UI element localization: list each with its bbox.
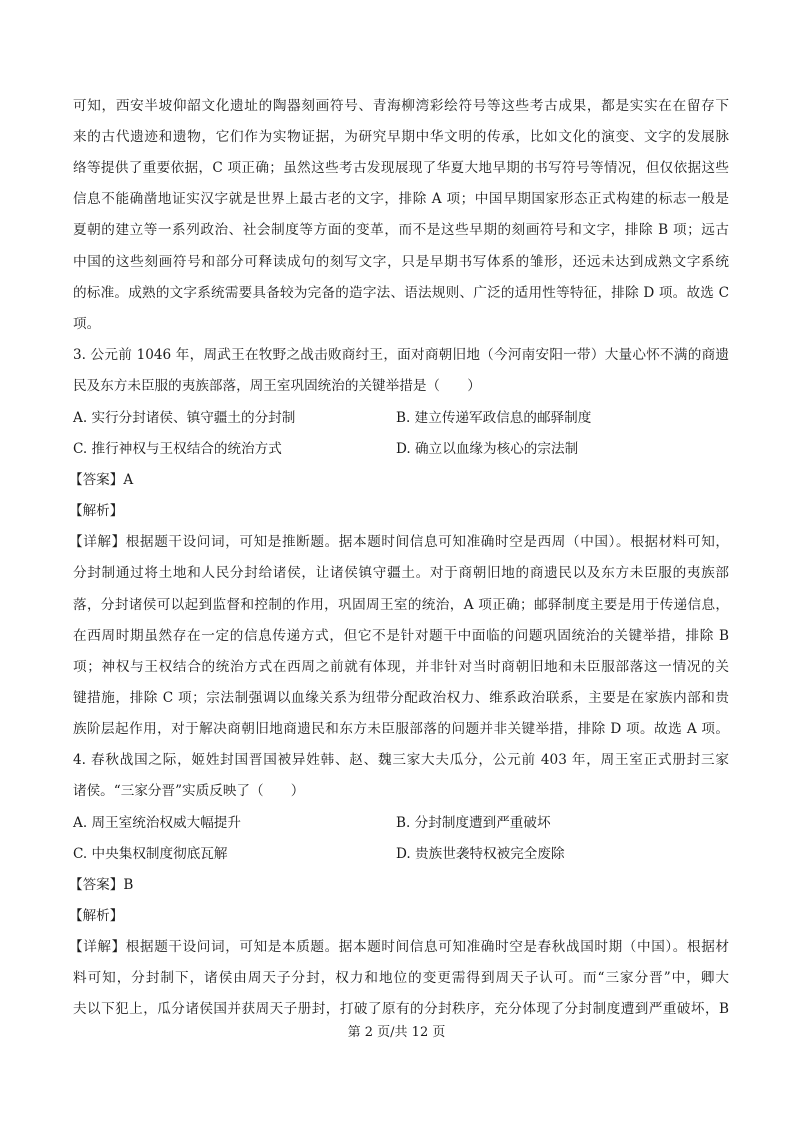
q4-option-b: B. 分封制度遭到严重破坏 — [396, 815, 551, 831]
question-4-stem: 4. 春秋战国之际，姬姓封国晋国被异姓韩、赵、魏三家大夫瓜分，公元前 403 年，周王室正式册封三家 — [73, 752, 729, 768]
passage-line: 可知，西安半坡仰韶文化遗址的陶器刻画符号、青海柳湾彩绘符号等这些考古成果，都是实实在在留存下 — [73, 98, 729, 114]
q3-detail-line: 键措施，排除 C 项；宗法制强调以血缘关系为纽带分配政治权力、维系政治联系，主要是在家族内部和贵 — [73, 690, 729, 706]
passage-line: 来的古代遗迹和遗物，它们作为实物证据，为研究早期中华文明的传承，比如文化的演变、文字的发展脉 — [73, 129, 729, 145]
q4-analysis-label: 【解析】 — [69, 908, 124, 924]
q3-detail-line: 【详解】根据题干设问词，可知是推断题。据本题时间信息可知准确时空是西周（中国）。根据材料可知， — [69, 534, 729, 550]
q3-detail-line: 分封制通过将土地和人民分封给诸侯，让诸侯镇守疆土。对于商朝旧地的商遗民以及东方未臣服的夷族部 — [73, 565, 729, 581]
q4-detail-line: 夫以下犯上，瓜分诸侯国并获周天子册封，打破了原有的分封秩序，充分体现了分封制度遭到严重破坏，B — [73, 1001, 729, 1017]
passage-line: 的标准。成熟的文字系统需要具备较为完备的造字法、语法规则、广泛的适用性等特征，排除 D 项。故选 C — [73, 285, 729, 301]
q4-detail-line: 料可知，分封制下，诸侯由周天子分封，权力和地位的变更需得到周天子认可。而“三家分晋”中，卿大 — [73, 970, 729, 986]
q4-option-a: A. 周王室统治权威大幅提升 — [73, 815, 241, 831]
q4-detail-line: 【详解】根据题干设问词，可知是本质题。据本题时间信息可知准确时空是春秋战国时期（中国）。根据材 — [69, 939, 729, 955]
q3-option-a: A. 实行分封诸侯、镇守疆土的分封制 — [73, 410, 296, 426]
passage-line: 中国的这些刻画符号和部分可释读成句的刻写文字，只是早期书写体系的雏形，还远未达到成熟文字系统 — [73, 254, 729, 270]
q4-option-d: D. 贵族世袭特权被完全废除 — [396, 846, 565, 862]
q3-answer: 【答案】A — [69, 472, 134, 488]
q3-detail-line: 项；神权与王权结合的统治方式在西周之前就有体现，并非针对当时商朝旧地和未臣服部落这一情况的关 — [73, 659, 729, 675]
q3-option-c: C. 推行神权与王权结合的统治方式 — [73, 441, 282, 457]
q3-option-b: B. 建立传递军政信息的邮驿制度 — [396, 410, 592, 426]
q3-detail-line: 落，分封诸侯可以起到监督和控制的作用，巩固周王室的统治，A 项正确；邮驿制度主要是用于传递信息， — [73, 597, 729, 613]
q4-answer: 【答案】B — [69, 877, 134, 893]
q3-analysis-label: 【解析】 — [69, 503, 124, 519]
q4-option-c: C. 中央集权制度彻底瓦解 — [73, 846, 228, 862]
question-4-stem: 诸侯。“三家分晋”实质反映了（ ） — [73, 783, 305, 799]
passage-line: 信息不能确凿地证实汉字就是世界上最古老的文字，排除 A 项；中国早期国家形态正式构建的标志一般是 — [73, 191, 729, 207]
question-3-stem: 3. 公元前 1046 年，周武王在牧野之战击败商纣王，面对商朝旧地（今河南安阳一带）大量心怀不满的商遗 — [73, 347, 729, 363]
q3-option-d: D. 确立以血缘为核心的宗法制 — [396, 441, 579, 457]
question-3-stem: 民及东方未臣服的夷族部落，周王室巩固统治的关键举措是（ ） — [73, 378, 481, 394]
passage-line: 络等提供了重要依据，C 项正确；虽然这些考古发现展现了华夏大地早期的书写符号等情况，但仅依据这些 — [73, 160, 729, 176]
passage-line: 夏朝的建立等一系列政治、社会制度等方面的变革，而不是这些早期的刻画符号和文字，排除 B 项；远古 — [73, 222, 729, 238]
q3-detail-line: 族阶层起作用，对于解决商朝旧地商遗民和东方未臣服部落的问题并非关键举措，排除 D 项。故选 A 项。 — [73, 721, 729, 737]
page-number: 第 2 页/共 12 页 — [347, 1025, 446, 1040]
q3-detail-line: 在西周时期虽然存在一定的信息传递方式，但它不是针对题干中面临的问题巩固统治的关键举措，排除 B — [73, 628, 729, 644]
passage-line: 项。 — [73, 316, 101, 332]
